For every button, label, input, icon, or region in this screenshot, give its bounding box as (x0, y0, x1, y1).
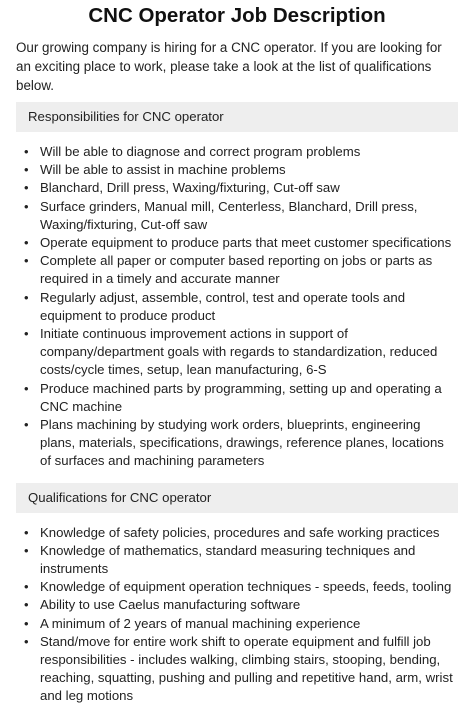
list-item (16, 234, 458, 252)
list-item (16, 380, 458, 416)
list-item-text: Plans machining by studying work orders, blueprints, engineering plans, materials, specifications, drawings, reference planes, locations of surfaces and machining parameters (40, 417, 444, 469)
list-item (16, 524, 458, 542)
list-item-text: Ability to use Caelus manufacturing software (40, 597, 301, 613)
bullet-icon: • (24, 524, 29, 540)
bullet-icon: • (24, 615, 29, 631)
bullet-icon: • (24, 380, 29, 396)
bullet-icon: • (24, 235, 29, 251)
qualifications-list (16, 524, 458, 706)
list-item (16, 289, 458, 325)
list-item-text: Blanchard, Drill press, Waxing/fixturing, Cut-off saw (40, 180, 340, 196)
bullet-icon: • (24, 289, 29, 305)
list-item-text: Operate equipment to produce parts that meet customer specifications (40, 235, 452, 251)
responsibilities-list (16, 143, 458, 471)
bullet-icon: • (24, 597, 29, 613)
bullet-icon: • (24, 326, 29, 342)
list-item (16, 596, 458, 614)
list-item (16, 325, 458, 380)
list-item (16, 578, 458, 596)
bullet-icon: • (24, 542, 29, 558)
list-item (16, 252, 458, 288)
list-item (16, 542, 458, 578)
list-item-text: Complete all paper or computer based reporting on jobs or parts as required in a timely and accurate manner (40, 253, 433, 287)
bullet-icon: • (24, 253, 29, 269)
list-item-text: A minimum of 2 years of manual machining experience (40, 615, 361, 631)
qualifications-section (0, 483, 474, 706)
list-item-text: Surface grinders, Manual mill, Centerless, Blanchard, Drill press, Waxing/fixturing, Cut-off saw (40, 198, 418, 232)
list-item-text: Knowledge of equipment operation techniques - speeds, feeds, tooling (40, 579, 452, 595)
list-item-text: Initiate continuous improvement actions in support of company/department goals with regards to standardization, reduced costs/cycle times, setup, lean manufacturing, 6-S (40, 326, 438, 378)
qualifications-header: Qualifications for CNC operator (16, 483, 458, 513)
list-item-text: Will be able to diagnose and correct program problems (40, 144, 361, 159)
page-title: CNC Operator Job Description (88, 4, 386, 27)
list-item-text: Knowledge of mathematics, standard measuring techniques and instruments (40, 542, 416, 577)
bullet-icon: • (24, 198, 29, 214)
bullet-icon: • (24, 144, 29, 159)
bullet-icon: • (24, 162, 29, 178)
list-item (16, 161, 458, 179)
list-item (16, 633, 458, 706)
list-item-text: Knowledge of safety policies, procedures and safe working practices (40, 524, 440, 540)
list-item-text: Will be able to assist in machine problems (40, 162, 286, 178)
bullet-icon: • (24, 417, 29, 433)
list-item-text: Stand/move for entire work shift to operate equipment and fulfill job responsibilities - includes walking, climbing stairs, stooping, bending, reaching, squatting, pushing and pulling and repetitive hand, arm, wrist and leg motions (40, 633, 453, 704)
bullet-icon: • (24, 180, 29, 196)
list-item-text: Produce machined parts by programming, setting up and operating a CNC machine (40, 380, 442, 414)
intro-paragraph: Our growing company is hiring for a CNC operator. If you are looking for an exciting place to work, please take a look at the list of qualifications below. (16, 40, 442, 93)
bullet-icon: • (24, 579, 29, 595)
bullet-icon: • (24, 633, 29, 649)
responsibilities-section (0, 102, 474, 471)
list-item (16, 615, 458, 633)
list-item-text: Regularly adjust, assemble, control, test and operate tools and equipment to produce product (40, 289, 406, 323)
responsibilities-header: Responsibilities for CNC operator (16, 102, 458, 132)
list-item (16, 198, 458, 234)
list-item (16, 143, 458, 161)
list-item (16, 179, 458, 197)
list-item (16, 416, 458, 471)
